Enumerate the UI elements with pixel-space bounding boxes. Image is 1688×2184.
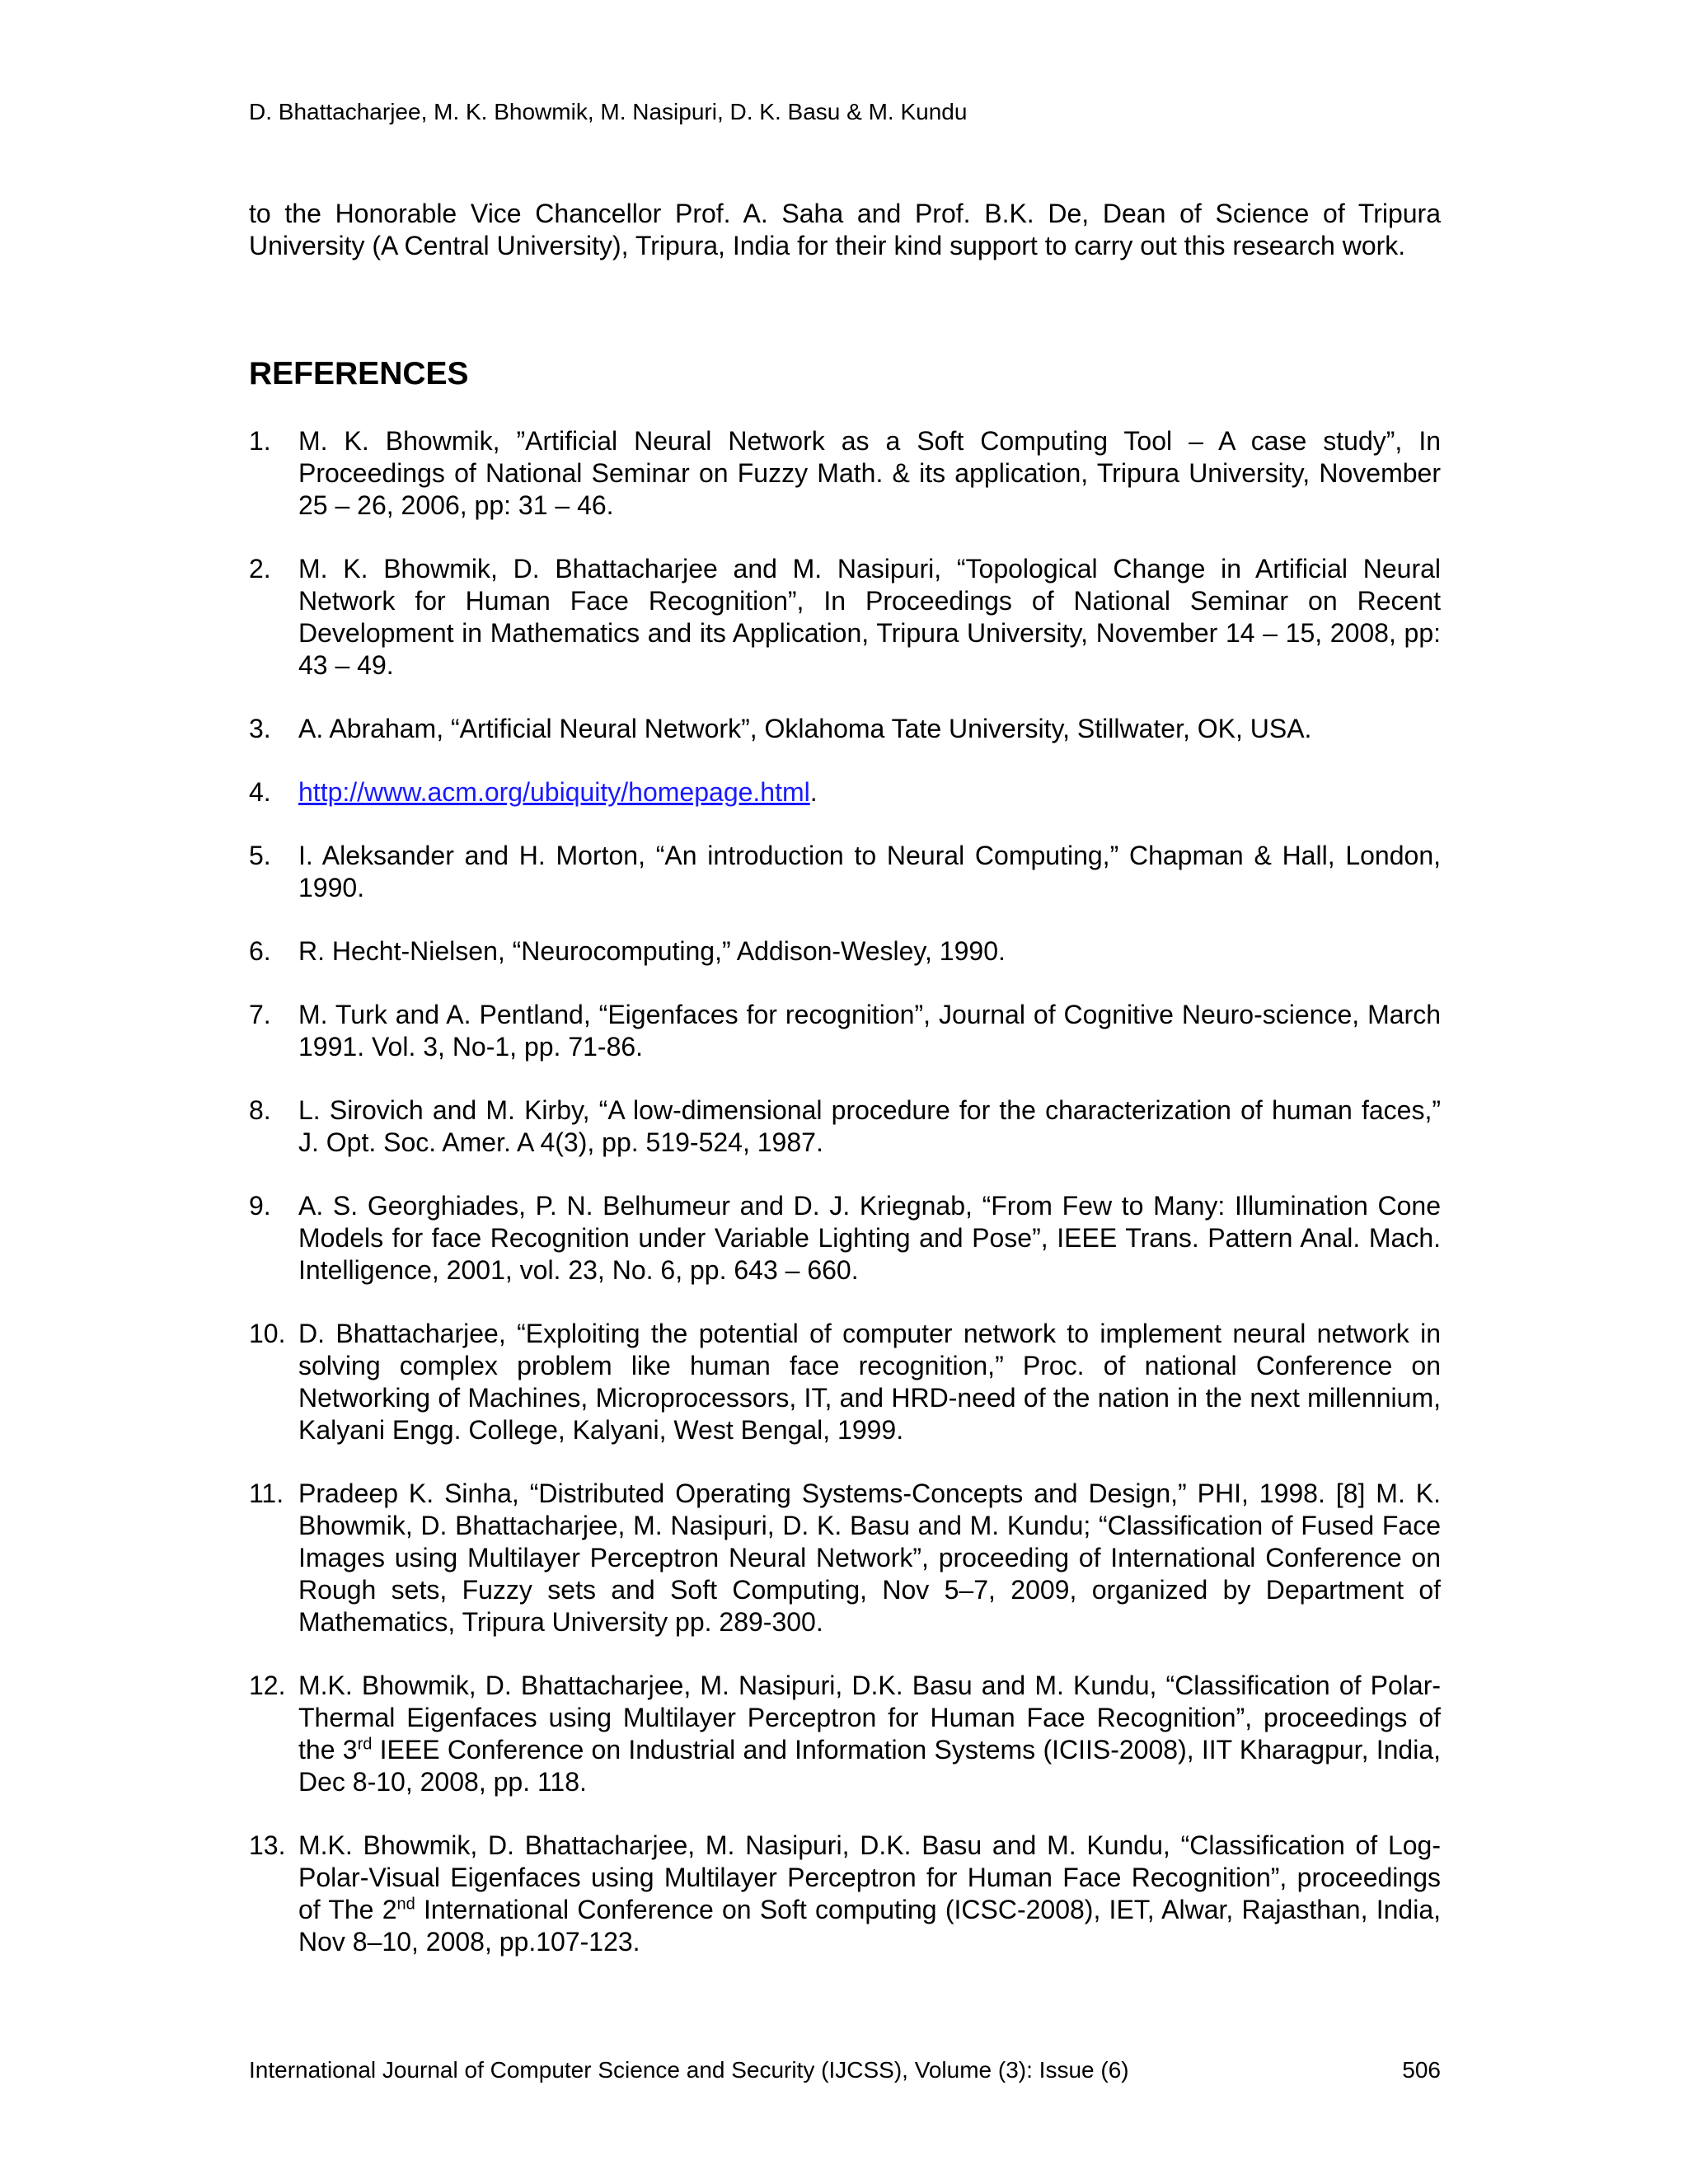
- reference-item-9: [249, 1190, 1441, 1286]
- reference-text: A. S. Georghiades, P. N. Belhumeur and D. J. Kriegnab, “From Few to Many: Illumination Cone Models for face Recognition under Variable Lighting and Pose”, IEEE Trans. Pattern Anal. Mach. Intelligence, 2001, vol. 23, No. 6, pp. 643 – 660.: [298, 1191, 1441, 1285]
- ordinal-superscript: rd: [357, 1735, 373, 1754]
- reference-number: 7.: [249, 1000, 271, 1029]
- reference-text: M. K. Bhowmik, D. Bhattacharjee and M. Nasipuri, “Topological Change in Artificial Neural Network for Human Face Recognition”, In Proceedings of National Seminar on Recent Development in Mathematics and its Application, Tripura University, November 14 – 15, 2008, pp: 43 – 49.: [298, 554, 1441, 680]
- reference-number: 5.: [249, 841, 271, 870]
- reference-text-part: M.K. Bhowmik, D. Bhattacharjee, M. Nasipuri, D.K. Basu and M. Kundu, “Classification of Polar-Thermal Eigenfaces using Multilayer Perceptron for Human Face Recognition”, proceedings of the 3: [298, 1671, 1441, 1765]
- reference-number: 4.: [249, 777, 271, 807]
- reference-text: I. Aleksander and H. Morton, “An introduction to Neural Computing,” Chapman & Hall, London, 1990.: [298, 841, 1441, 902]
- reference-url-link[interactable]: http://www.acm.org/ubiquity/homepage.html: [298, 777, 810, 807]
- reference-item-5: [249, 840, 1441, 904]
- reference-item-13: [249, 1830, 1441, 1958]
- reference-trailing-period: .: [809, 777, 818, 807]
- reference-number: 3.: [249, 714, 271, 743]
- reference-item-3: [249, 713, 1441, 745]
- reference-item-1: [249, 425, 1441, 522]
- page-number: 506: [1402, 2057, 1441, 2083]
- reference-number: 10.: [249, 1319, 286, 1348]
- reference-item-10: [249, 1318, 1441, 1446]
- reference-number: 1.: [249, 426, 271, 456]
- reference-text: [298, 776, 1441, 808]
- reference-text: M. Turk and A. Pentland, “Eigenfaces for recognition”, Journal of Cognitive Neuro-science, March 1991. Vol. 3, No-1, pp. 71-86.: [298, 1000, 1441, 1062]
- reference-text-part: M.K. Bhowmik, D. Bhattacharjee, M. Nasipuri, D.K. Basu and M. Kundu, “Classification of Log-Polar-Visual Eigenfaces using Multilayer Perceptron for Human Face Recognition”, proceedings of The 2: [298, 1830, 1441, 1924]
- reference-text: D. Bhattacharjee, “Exploiting the potential of computer network to implement neural network in solving complex problem like human face recognition,” Proc. of national Conference on Networking of Machines, Microprocessors, IT, and HRD-need of the nation in the next millennium, Kalyani Engg. College, Kalyani, West Bengal, 1999.: [298, 1319, 1441, 1445]
- reference-item-12: [249, 1670, 1441, 1798]
- reference-number: 6.: [249, 936, 271, 966]
- reference-text: [298, 1670, 1441, 1798]
- reference-text: R. Hecht-Nielsen, “Neurocomputing,” Addison-Wesley, 1990.: [298, 936, 1006, 966]
- running-header-authors: D. Bhattacharjee, M. K. Bhowmik, M. Nasipuri, D. K. Basu & M. Kundu: [249, 99, 968, 124]
- references-heading: REFERENCES: [249, 356, 469, 391]
- reference-text: A. Abraham, “Artificial Neural Network”, Oklahoma Tate University, Stillwater, OK, USA.: [298, 714, 1312, 743]
- reference-number: 12.: [249, 1671, 286, 1700]
- reference-number: 13.: [249, 1830, 286, 1860]
- reference-number: 8.: [249, 1095, 271, 1125]
- reference-item-11: [249, 1478, 1441, 1638]
- reference-text-part: International Conference on Soft computing (ICSC-2008), IET, Alwar, Rajasthan, India, Nov 8–10, 2008, pp.107-123.: [298, 1895, 1441, 1957]
- reference-item-4: [249, 776, 1441, 808]
- reference-item-2: [249, 553, 1441, 682]
- acknowledgement-paragraph: to the Honorable Vice Chancellor Prof. A. Saha and Prof. B.K. De, Dean of Science of Tripura University (A Central University), Tripura, India for their kind support to carry out this research work.: [249, 199, 1441, 260]
- reference-list: [249, 425, 1441, 1990]
- reference-number: 11.: [249, 1479, 284, 1508]
- reference-text-part: IEEE Conference on Industrial and Information Systems (ICIIS-2008), IIT Kharagpur, India, Dec 8-10, 2008, pp. 118.: [298, 1735, 1442, 1797]
- reference-number: 2.: [249, 554, 271, 583]
- reference-text: Pradeep K. Sinha, “Distributed Operating Systems-Concepts and Design,” PHI, 1998. [8] M. K. Bhowmik, D. Bhattacharjee, M. Nasipuri, D. K. Basu and M. Kundu; “Classification of Fused Face Images using Multilayer Perceptron Neural Network”, proceeding of International Conference on Rough sets, Fuzzy sets and Soft Computing, Nov 5–7, 2009, organized by Department of Mathematics, Tripura University pp. 289-300.: [298, 1479, 1441, 1637]
- reference-item-8: [249, 1094, 1441, 1159]
- footer-journal-info: International Journal of Computer Science and Security (IJCSS), Volume (3): Issue (6): [249, 2057, 1129, 2083]
- ordinal-superscript: nd: [396, 1895, 415, 1914]
- reference-text: [298, 1830, 1441, 1958]
- reference-item-7: [249, 999, 1441, 1063]
- reference-item-6: [249, 935, 1441, 968]
- reference-text: L. Sirovich and M. Kirby, “A low-dimensional procedure for the characterization of human faces,” J. Opt. Soc. Amer. A 4(3), pp. 519-524, 1987.: [298, 1095, 1441, 1157]
- document-page: [249, 0, 1441, 2184]
- reference-number: 9.: [249, 1191, 271, 1221]
- reference-text: M. K. Bhowmik, ”Artificial Neural Network as a Soft Computing Tool – A case study”, In Proceedings of National Seminar on Fuzzy Math. & its application, Tripura University, November 25 – 26, 2006, pp: 31 – 46.: [298, 426, 1441, 520]
